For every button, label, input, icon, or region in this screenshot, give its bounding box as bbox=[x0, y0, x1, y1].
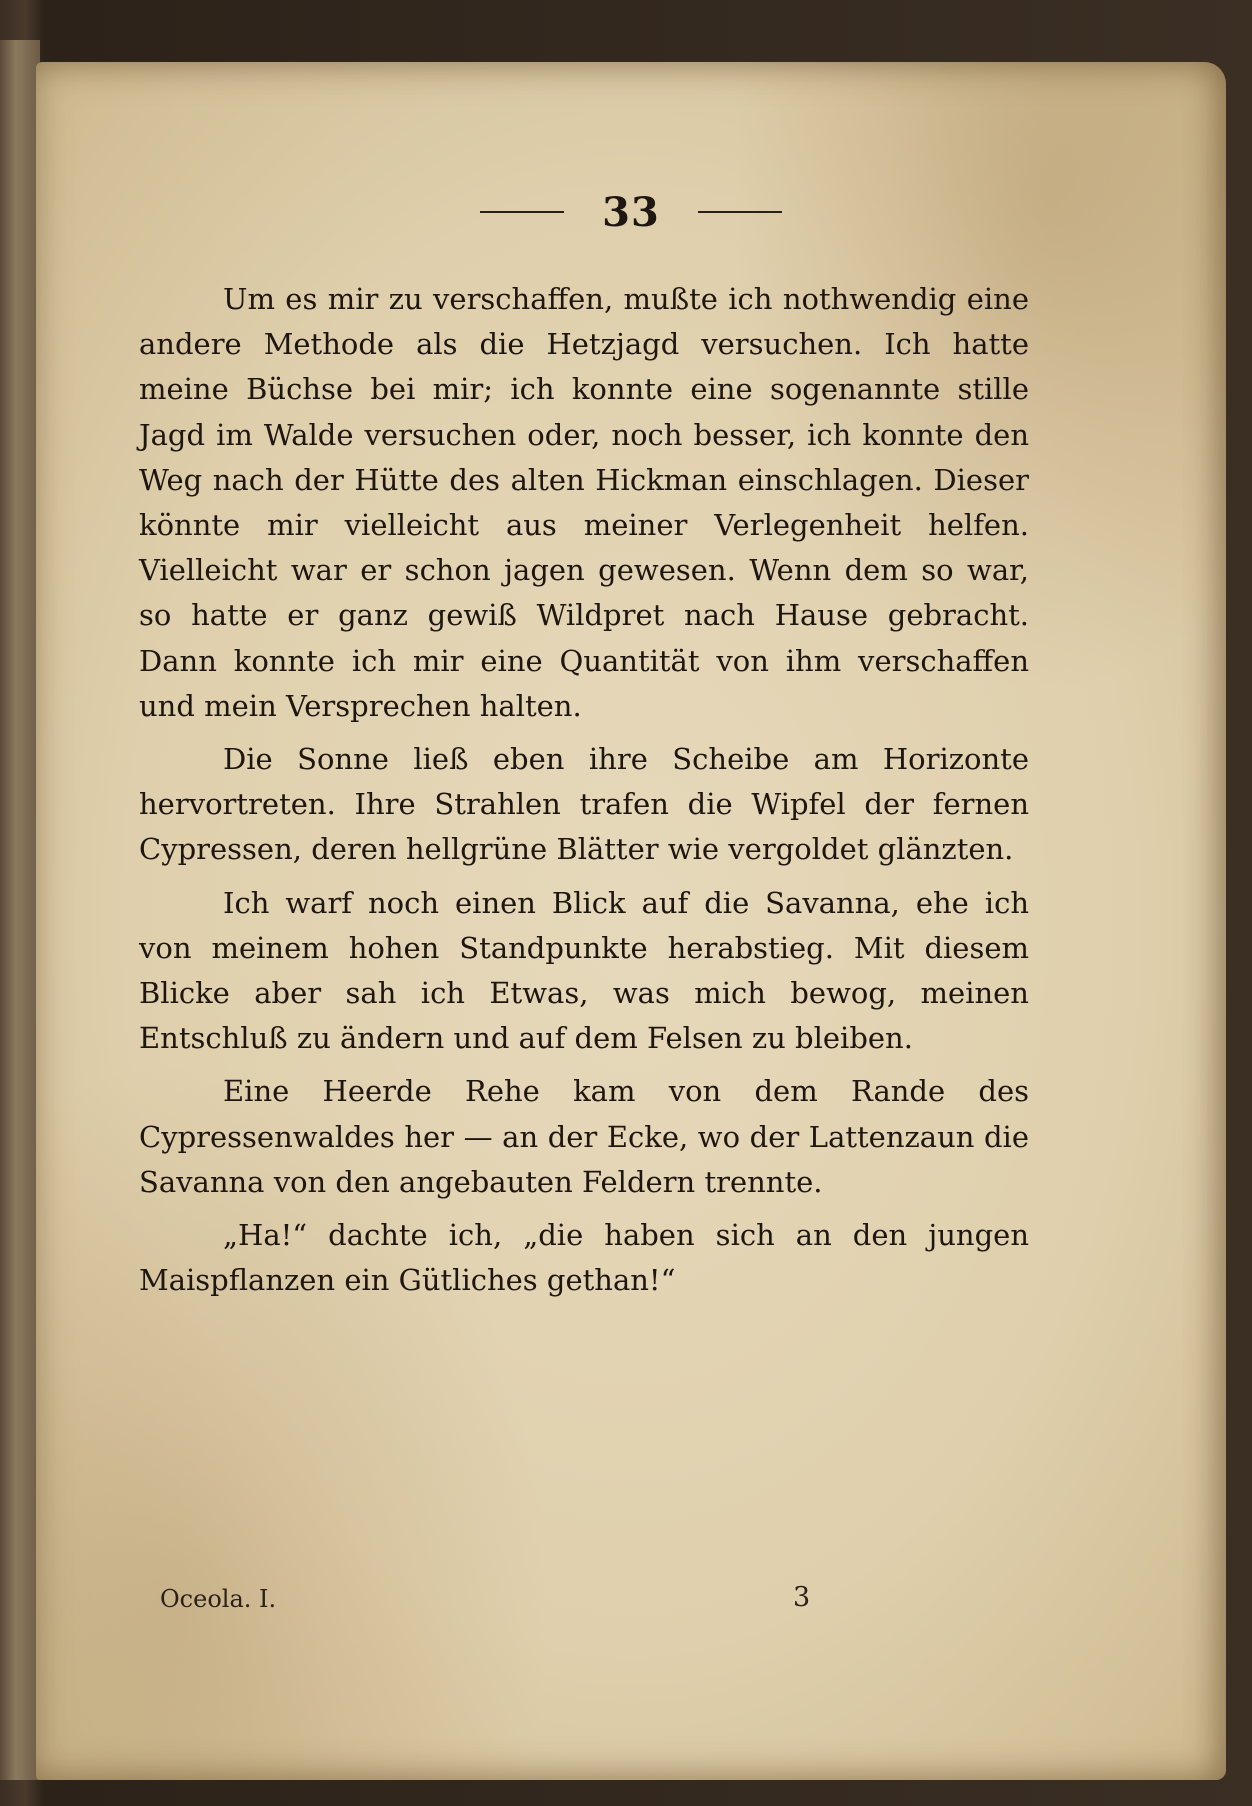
paragraph-4: Eine Heerde Rehe kam von dem Rande des Cypressenwaldes her — an der Ecke, wo der Lattenzaun die Savanna von den angebauten Feldern trennte. bbox=[139, 1074, 1029, 1199]
book-spine-edge bbox=[0, 40, 40, 1780]
book-page bbox=[36, 62, 1226, 1780]
header-rule-right bbox=[698, 211, 782, 213]
page-header bbox=[36, 177, 1226, 247]
footer-sheet-number: 3 bbox=[793, 1582, 811, 1613]
paragraph-3: Ich warf noch einen Blick auf die Savanna, ehe ich von meinem hohen Standpunkte herabstieg. Mit diesem Blicke aber sah ich Etwas, was mich bewog, meinen Entschluß zu ändern und auf dem Felsen zu bleiben. bbox=[139, 885, 1029, 1056]
header-rule-left bbox=[480, 211, 564, 213]
body-text bbox=[139, 277, 1029, 1311]
footer-signature: Oceola. I. bbox=[160, 1585, 277, 1613]
paragraph-1: Um es mir zu verschaffen, mußte ich nothwendig eine andere Methode als die Hetzjagd versuchen. Ich hatte meine Büchse bei mir; ich konnte eine sogenannte stille Jagd im Walde versuchen oder, noch besser, ich konnte den Weg nach der Hütte des alten Hickman einschlagen. Dieser könnte mir vielleicht aus meiner Verlegenheit helfen. Vielleicht war er schon jagen gewesen. Wenn dem so war, so hatte er ganz gewiß Wildpret nach Hause gebracht. Dann konnte ich mir eine Quantität von ihm verschaffen und mein Versprechen halten. bbox=[139, 282, 1029, 723]
page-number: 33 bbox=[602, 188, 660, 236]
paragraph-5: „Ha!“ dachte ich, „die haben sich an den jungen Maispflanzen ein Gütliches gethan!“ bbox=[139, 1218, 1029, 1298]
paragraph-2: Die Sonne ließ eben ihre Scheibe am Horizonte hervortreten. Ihre Strahlen trafen die Wipfel der fernen Cypressen, deren hellgrüne Blätter wie vergoldet glänzten. bbox=[139, 742, 1029, 867]
